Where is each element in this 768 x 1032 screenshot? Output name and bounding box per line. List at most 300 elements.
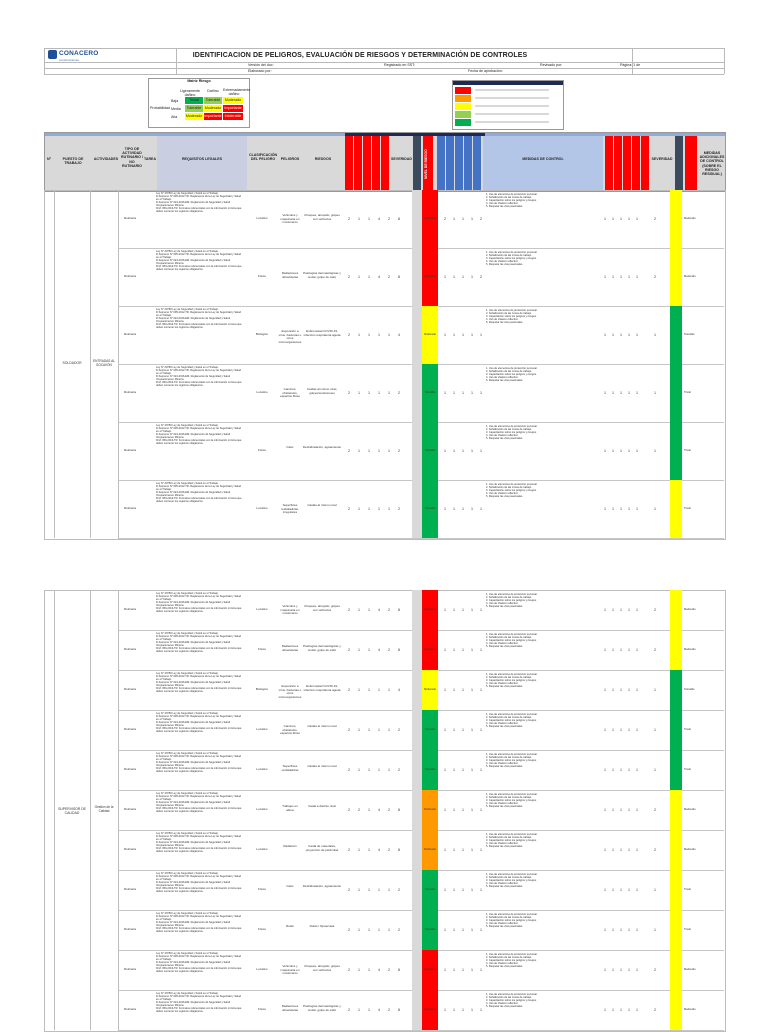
riesgo-cell: Deshidratación, agotamiento [302, 445, 342, 449]
nivel-final-fill [670, 670, 682, 710]
nivel-final-label: Moderado [684, 648, 696, 651]
evaluation-value: 1 [378, 888, 380, 892]
evaluation-value: 2 [348, 449, 350, 453]
evaluation-value: 2 [388, 275, 390, 279]
medidas-control-cell: 1. Uso de elementos de protección personal. 2. Señalización de las zonas de trabajo. 3. Capacitación sobre los peligros y riesgos. 4. Uso de chaleco reflectivo. 5. Respetar las vías peatonales. [486, 713, 538, 728]
tarea-cell: Rutinaria [123, 607, 136, 611]
residual-value: 1 [462, 728, 464, 732]
meta-label-version: Versión del doc: [248, 63, 274, 67]
medidas-control-cell: 1. Uso de elementos de protección personal. 2. Señalización de las zonas de trabajo. 3. Capacitación sobre los peligros y riesgos. 4. Uso de chaleco reflectivo. 5. Respetar las vías peatonales. [486, 993, 538, 1008]
clasificacion-cell: Locativo [256, 847, 268, 851]
clasificacion-cell: Físico [257, 448, 266, 452]
evaluation-value: 8 [398, 968, 400, 972]
requisitos-legales-cell: Ley N° 29783 Ley de Seguridad y Salud en el Trabajo. D.Supremo N° 005-2012-TR. Reglamento de la Ley de Seguridad y Salud en el Trabajo. D.Supremo N° 024-2016-EM. Reglamento de Seguridad y Salud Ocupacional en Minería. R.M. 050-2013-TR. Formatos referenciales con la información mínima que deben contener los registros obligatorios. [156, 912, 242, 933]
residual-band [412, 710, 422, 750]
nivel-final-label: Moderado [684, 275, 696, 278]
evaluation-value: 1 [368, 648, 370, 652]
final-value: 1 [636, 275, 638, 279]
nivel-riesgo-label: Tolerable [424, 391, 436, 394]
residual-band [412, 306, 422, 364]
residual-value: 1 [444, 728, 446, 732]
matrix-cell: Moderado [224, 98, 242, 102]
evaluation-value: 2 [388, 848, 390, 852]
col-clasificacion: CLASIFICACIÓN DEL PELIGRO [249, 153, 278, 162]
residual-value: 1 [480, 968, 482, 972]
final-value: 1 [604, 1008, 606, 1012]
residual-band [412, 750, 422, 790]
requisitos-legales-cell: Ley N° 29783 Ley de Seguridad y Salud en el Trabajo. D.Supremo N° 005-2012-TR. Reglamento de la Ley de Seguridad y Salud en el Trabajo. D.Supremo N° 024-2016-EM. Reglamento de Seguridad y Salud Ocupacional en Minería. R.M. 050-2013-TR. Formatos referenciales con la información mínima que deben contener los registros obligatorios. [156, 832, 242, 853]
residual-value: 1 [444, 507, 446, 511]
clasificacion-cell: Biológico [255, 332, 269, 336]
residual-value: 1 [444, 968, 446, 972]
riesgo-cell: Caídas al mismo nivel [307, 503, 337, 507]
requisitos-legales-cell: Ley N° 29783 Ley de Seguridad y Salud en el Trabajo. D.Supremo N° 005-2012-TR. Reglamento de la Ley de Seguridad y Salud en el Trabajo. D.Supremo N° 024-2016-EM. Reglamento de Seguridad y Salud Ocupacional en Minería. R.M. 050-2013-TR. Formatos referenciales con la información mínima que deben contener los registros obligatorios. [156, 712, 242, 733]
tarea-cell: Rutinaria [123, 727, 136, 731]
residual-value: 1 [480, 449, 482, 453]
severidad-final: 2 [654, 275, 656, 279]
residual-value: 2 [480, 217, 482, 221]
residual-value: 1 [462, 648, 464, 652]
peligro-cell: Superficies resbaladizas [281, 764, 299, 772]
nivel-riesgo-label: Tolerable [424, 768, 436, 771]
nivel-final-fill [670, 480, 682, 538]
evaluation-value: 2 [398, 888, 400, 892]
requisitos-legales-cell: Ley N° 29783 Ley de Seguridad y Salud en el Trabajo. D.Supremo N° 005-2012-TR. Reglamento de la Ley de Seguridad y Salud en el Trabajo. D.Supremo N° 024-2016-EM. Reglamento de Seguridad y Salud Ocupacional en Minería. R.M. 050-2013-TR. Formatos referenciales con la información mínima que deben contener los registros obligatorios. [156, 952, 242, 973]
final-value: 1 [636, 333, 638, 337]
evaluation-value: 1 [358, 688, 360, 692]
evaluation-value: 2 [398, 449, 400, 453]
nivel-final-label: Trivial [684, 728, 691, 731]
evaluation-value: 1 [358, 928, 360, 932]
matrix-row-group: Probabilidad [150, 106, 170, 110]
final-value: 1 [612, 217, 614, 221]
requisitos-legales-cell: Ley N° 29783 Ley de Seguridad y Salud en el Trabajo. D.Supremo N° 005-2012-TR. Reglamento de la Ley de Seguridad y Salud en el Trabajo. D.Supremo N° 024-2016-EM. Reglamento de Seguridad y Salud Ocupacional en Minería. R.M. 050-2013-TR. Formatos referenciales con la información mínima que deben contener los registros obligatorios. [156, 424, 242, 445]
evaluation-value: 1 [358, 608, 360, 612]
evaluation-value: 4 [378, 808, 380, 812]
final-value: 1 [636, 449, 638, 453]
peligro-cell: Vehículos y maquinaria en movimiento [280, 213, 300, 224]
evaluation-value: 1 [368, 333, 370, 337]
peligro-cell: Calor [286, 445, 294, 449]
col-n: Nº [47, 157, 51, 161]
nivel-final-label: Trivial [684, 507, 691, 510]
clasificacion-cell: Físico [257, 887, 266, 891]
col-puesto: PUESTO DE TRABAJO [62, 157, 84, 166]
meta-label-page: Página: 1 de [620, 63, 641, 67]
residual-value: 1 [453, 968, 455, 972]
residual-value: 1 [462, 888, 464, 892]
evaluation-value: 2 [348, 728, 350, 732]
final-value: 1 [604, 333, 606, 337]
riesgo-cell: Enfermedad COVID-19, infección respiratoria aguda [303, 684, 341, 692]
evaluation-value: 1 [388, 449, 390, 453]
nivel-final-fill [670, 630, 682, 670]
residual-value: 1 [444, 808, 446, 812]
final-value: 1 [604, 808, 606, 812]
col-tarea: TAREA [143, 157, 157, 161]
nivel-final-fill [670, 306, 682, 364]
nivel-riesgo-label: Importante [423, 275, 437, 278]
evaluation-value: 4 [378, 848, 380, 852]
evaluation-value: 1 [368, 449, 370, 453]
final-value: 1 [628, 449, 630, 453]
residual-value: 1 [444, 848, 446, 852]
evaluation-value: 1 [358, 275, 360, 279]
evaluation-value: 2 [348, 968, 350, 972]
nivel-final-fill [670, 750, 682, 790]
residual-value: 1 [462, 333, 464, 337]
evaluation-value: 8 [398, 608, 400, 612]
final-value: 1 [612, 688, 614, 692]
final-value: 1 [612, 888, 614, 892]
matrix-cell: Intolerable [224, 114, 242, 118]
evaluation-value: 1 [358, 848, 360, 852]
matrix-col-header: Ligeramente dañino [180, 89, 200, 98]
residual-value: 1 [453, 333, 455, 337]
final-value: 1 [612, 808, 614, 812]
matrix-cell: Tolerable [186, 106, 202, 110]
residual-value: 1 [471, 608, 473, 612]
evaluation-value: 1 [358, 507, 360, 511]
riesgo-cell: Enfermedad COVID-19, infección respiratoria aguda [303, 329, 341, 337]
evaluation-value: 2 [348, 275, 350, 279]
evaluation-value: 2 [388, 1008, 390, 1012]
residual-value: 1 [453, 449, 455, 453]
nivel-riesgo-label: Moderado [424, 688, 436, 691]
meta-label-prepared: Elaborado por: [248, 69, 272, 73]
residual-value: 1 [471, 768, 473, 772]
severidad-final: 1 [654, 391, 656, 395]
medidas-control-cell: 1. Uso de elementos de protección personal. 2. Señalización de las zonas de trabajo. 3. Capacitación sobre los peligros y riesgos. 4. Uso de chaleco reflectivo. 5. Respetar las vías peatonales. [486, 953, 538, 968]
residual-value: 1 [462, 928, 464, 932]
evaluation-value: 2 [348, 648, 350, 652]
riesgo-cell: Patologías dermatológicas y ocular, golpe de calor [303, 271, 341, 279]
riesgo-cell: Caídas al mismo nivel, golpes/contusiones [306, 387, 338, 395]
evaluation-value: 1 [358, 333, 360, 337]
severidad-final: 1 [654, 688, 656, 692]
evaluation-value: 8 [398, 217, 400, 221]
residual-value: 1 [444, 391, 446, 395]
requisitos-legales-cell: Ley N° 29783 Ley de Seguridad y Salud en el Trabajo. D.Supremo N° 005-2012-TR. Reglamento de la Ley de Seguridad y Salud en el Trabajo. D.Supremo N° 024-2016-EM. Reglamento de Seguridad y Salud Ocupacional en Minería. R.M. 050-2013-TR. Formatos referenciales con la información mínima que deben contener los registros obligatorios. [156, 872, 242, 893]
evaluation-value: 8 [398, 275, 400, 279]
final-value: 1 [636, 391, 638, 395]
final-value: 1 [620, 928, 622, 932]
residual-value: 1 [480, 768, 482, 772]
evaluation-value: 1 [358, 449, 360, 453]
residual-value: 1 [480, 928, 482, 932]
residual-value: 1 [453, 928, 455, 932]
final-value: 1 [628, 391, 630, 395]
requisitos-legales-cell: Ley N° 29783 Ley de Seguridad y Salud en el Trabajo. D.Supremo N° 005-2012-TR. Reglamento de la Ley de Seguridad y Salud en el Trabajo. D.Supremo N° 024-2016-EM. Reglamento de Seguridad y Salud Ocupacional en Minería. R.M. 050-2013-TR. Formatos referenciales con la información mínima que deben contener los registros obligatorios. [156, 308, 242, 329]
tarea-cell: Rutinaria [123, 1007, 136, 1011]
riesgo-cell: Choques, atropello, golpes con vehículos [304, 213, 340, 221]
nivel-final-label: Moderado [684, 968, 696, 971]
final-value: 1 [636, 928, 638, 932]
severidad-final: 1 [654, 928, 656, 932]
residual-value: 1 [453, 848, 455, 852]
evaluation-value: 4 [378, 217, 380, 221]
residual-value: 1 [471, 848, 473, 852]
residual-value: 1 [462, 507, 464, 511]
final-value: 1 [612, 275, 614, 279]
residual-band [412, 480, 422, 538]
evaluation-value: 2 [348, 608, 350, 612]
matrix-row-label: Baja [171, 99, 179, 103]
final-value: 1 [628, 928, 630, 932]
requisitos-legales-cell: Ley N° 29783 Ley de Seguridad y Salud en el Trabajo. D.Supremo N° 005-2012-TR. Reglamento de la Ley de Seguridad y Salud en el Trabajo. D.Supremo N° 024-2016-EM. Reglamento de Seguridad y Salud Ocupacional en Minería. R.M. 050-2013-TR. Formatos referenciales con la información mínima que deben contener los registros obligatorios. [156, 672, 242, 693]
requisitos-legales-cell: Ley N° 29783 Ley de Seguridad y Salud en el Trabajo. D.Supremo N° 005-2012-TR. Reglamento de la Ley de Seguridad y Salud en el Trabajo. D.Supremo N° 024-2016-EM. Reglamento de Seguridad y Salud Ocupacional en Minería. R.M. 050-2013-TR. Formatos referenciales con la información mínima que deben contener los registros obligatorios. [156, 366, 242, 387]
evaluation-value: 1 [368, 928, 370, 932]
clasificacion-cell: Físico [257, 1007, 266, 1011]
residual-band [412, 870, 422, 910]
requisitos-legales-cell: Ley N° 29783 Ley de Seguridad y Salud en el Trabajo. D.Supremo N° 005-2012-TR. Reglamento de la Ley de Seguridad y Salud en el Trabajo. D.Supremo N° 024-2016-EM. Reglamento de Seguridad y Salud Ocupacional en Minería. R.M. 050-2013-TR. Formatos referenciales con la información mínima que deben contener los registros obligatorios. [156, 250, 242, 271]
evaluation-value: 4 [378, 648, 380, 652]
nivel-final-label: Moderado [684, 808, 696, 811]
residual-value: 1 [471, 888, 473, 892]
riesgo-cell: Caídas al mismo nivel [307, 724, 337, 728]
severidad-final: 1 [654, 507, 656, 511]
evaluation-value: 1 [368, 768, 370, 772]
clasificacion-cell: Locativo [256, 390, 268, 394]
peligro-cell: Ruido [286, 924, 294, 928]
medidas-control-cell: 1. Uso de elementos de protección personal. 2. Señalización de las zonas de trabajo. 3. Capacitación sobre los peligros y riesgos. 4. Uso de chaleco reflectivo. 5. Respetar las vías peatonales. [486, 593, 538, 608]
company-tagline: construcciones [59, 58, 80, 62]
final-value: 1 [612, 391, 614, 395]
residual-value: 1 [471, 449, 473, 453]
severidad-final: 2 [654, 217, 656, 221]
evaluation-value: 2 [398, 728, 400, 732]
matrix-row-label: Alta [171, 115, 178, 119]
residual-band [412, 790, 422, 830]
residual-value: 1 [444, 768, 446, 772]
final-value: 1 [620, 808, 622, 812]
residual-value: 1 [453, 608, 455, 612]
residual-band [412, 830, 422, 870]
residual-value: 1 [462, 968, 464, 972]
residual-band [412, 990, 422, 1030]
evaluation-value: 2 [348, 888, 350, 892]
matrix-col-header: Extremadamente dañino [223, 88, 251, 97]
final-value: 1 [604, 648, 606, 652]
meta-label-registered: Registrado en SST: [384, 63, 415, 67]
nivel-final-label: Moderado [684, 848, 696, 851]
peligro-cell: Radiaciones ultravioletas [281, 644, 299, 652]
residual-value: 1 [453, 1008, 455, 1012]
requisitos-legales-cell: Ley N° 29783 Ley de Seguridad y Salud en el Trabajo. D.Supremo N° 005-2012-TR. Reglamento de la Ley de Seguridad y Salud en el Trabajo. D.Supremo N° 024-2016-EM. Reglamento de Seguridad y Salud Ocupacional en Minería. R.M. 050-2013-TR. Formatos referenciales con la información mínima que deben contener los registros obligatorios. [156, 632, 242, 653]
evaluation-value: 1 [378, 688, 380, 692]
evaluation-value: 1 [368, 728, 370, 732]
residual-value: 1 [480, 648, 482, 652]
evaluation-value: 1 [388, 507, 390, 511]
residual-value: 1 [453, 808, 455, 812]
evaluation-value: 1 [378, 928, 380, 932]
medidas-control-cell: 1. Uso de elementos de protección personal. 2. Señalización de las zonas de trabajo. 3. Capacitación sobre los peligros y riesgos. 4. Uso de chaleco reflectivo. 5. Respetar las vías peatonales. [486, 193, 538, 208]
evaluation-value: 2 [348, 808, 350, 812]
final-value: 1 [604, 968, 606, 972]
residual-band [412, 950, 422, 990]
table-header [44, 132, 726, 192]
matrix-cell: Moderado [204, 106, 222, 110]
nivel-riesgo-label: Tolerable [424, 888, 436, 891]
evaluation-value: 1 [388, 888, 390, 892]
requisitos-legales-cell: Ley N° 29783 Ley de Seguridad y Salud en el Trabajo. D.Supremo N° 005-2012-TR. Reglamento de la Ley de Seguridad y Salud en el Trabajo. D.Supremo N° 024-2016-EM. Reglamento de Seguridad y Salud Ocupacional en Minería. R.M. 050-2013-TR. Formatos referenciales con la información mínima que deben contener los registros obligatorios. [156, 482, 242, 503]
evaluation-value: 2 [348, 688, 350, 692]
evaluation-value: 2 [398, 507, 400, 511]
final-value: 1 [636, 217, 638, 221]
residual-value: 1 [444, 928, 446, 932]
evaluation-value: 1 [388, 391, 390, 395]
clasificacion-cell: Locativo [256, 216, 268, 220]
clasificacion-cell: Físico [257, 647, 266, 651]
nivel-riesgo-label: Importante [423, 648, 437, 651]
final-value: 1 [604, 848, 606, 852]
residual-band [412, 248, 422, 306]
residual-value: 1 [471, 648, 473, 652]
final-value: 1 [612, 848, 614, 852]
final-value: 1 [628, 608, 630, 612]
final-value: 1 [604, 728, 606, 732]
residual-value: 1 [462, 217, 464, 221]
clasificacion-cell: Físico [257, 274, 266, 278]
residual-value: 1 [453, 217, 455, 221]
residual-value: 1 [462, 275, 464, 279]
final-value: 1 [612, 928, 614, 932]
matrix-cell: Trivial [185, 97, 203, 104]
nivel-final-fill [670, 830, 682, 870]
clasificacion-cell: Locativo [256, 807, 268, 811]
final-value: 1 [636, 768, 638, 772]
nivel-riesgo-label: Moderado [424, 808, 436, 811]
residual-band [412, 670, 422, 710]
clasificacion-cell: Biológico [255, 687, 269, 691]
final-value: 1 [620, 275, 622, 279]
col-nivel: NIVEL DE RIESGO [424, 149, 428, 179]
evaluation-value: 1 [358, 768, 360, 772]
residual-value: 1 [462, 391, 464, 395]
evaluation-value: 2 [388, 968, 390, 972]
evaluation-value: 1 [358, 648, 360, 652]
residual-value: 1 [471, 333, 473, 337]
evaluation-value: 1 [378, 391, 380, 395]
final-value: 1 [612, 728, 614, 732]
requisitos-legales-cell: Ley N° 29783 Ley de Seguridad y Salud en el Trabajo. D.Supremo N° 005-2012-TR. Reglamento de la Ley de Seguridad y Salud en el Trabajo. D.Supremo N° 024-2016-EM. Reglamento de Seguridad y Salud Ocupacional en Minería. R.M. 050-2013-TR. Formatos referenciales con la información mínima que deben contener los registros obligatorios. [156, 592, 242, 613]
final-value: 1 [628, 728, 630, 732]
residual-value: 1 [444, 333, 446, 337]
tarea-cell: Rutinaria [123, 967, 136, 971]
evaluation-value: 2 [388, 808, 390, 812]
severidad-final: 2 [654, 1008, 656, 1012]
residual-value: 1 [453, 391, 455, 395]
row-separator [118, 538, 724, 539]
peligro-cell: Vehículos y maquinaria en movimiento [280, 604, 300, 615]
clasificacion-cell: Locativo [256, 967, 268, 971]
clasificacion-cell: Locativo [256, 506, 268, 510]
evaluation-value: 1 [378, 728, 380, 732]
residual-band [412, 422, 422, 480]
section-frame [44, 190, 726, 540]
evaluation-value: 4 [398, 333, 400, 337]
evaluation-value: 1 [368, 968, 370, 972]
meta-label-approval: Fecha de aprobación: [468, 69, 503, 73]
nivel-final-fill [670, 870, 682, 910]
residual-value: 1 [462, 608, 464, 612]
peligro-cell: Exposición a virus, bacterias u otros microorganismos [278, 684, 302, 699]
nivel-final-fill [670, 950, 682, 990]
riesgo-cell: Patologías dermatológicas y ocular, golpe de calor [303, 1004, 341, 1012]
evaluation-value: 8 [398, 648, 400, 652]
final-value: 1 [604, 507, 606, 511]
final-value: 1 [628, 808, 630, 812]
residual-value: 1 [480, 688, 482, 692]
severidad-final: 2 [654, 648, 656, 652]
meta-label-reviewed: Revisado por: [540, 63, 563, 67]
final-value: 1 [636, 648, 638, 652]
residual-value: 1 [444, 1008, 446, 1012]
col-requisitos: REQUISITOS LEGALES [181, 157, 223, 161]
final-value: 1 [604, 275, 606, 279]
final-value: 1 [620, 333, 622, 337]
final-value: 1 [620, 888, 622, 892]
evaluation-value: 1 [358, 1008, 360, 1012]
matrix-col-header: Dañino [207, 89, 219, 93]
residual-value: 1 [462, 1008, 464, 1012]
final-value: 1 [612, 608, 614, 612]
nivel-final-fill [670, 990, 682, 1030]
evaluation-value: 4 [398, 688, 400, 692]
actividad: Gestión de la Calidad [94, 805, 114, 813]
nivel-final-label: Trivial [684, 391, 691, 394]
final-value: 1 [620, 507, 622, 511]
evaluation-value: 1 [358, 391, 360, 395]
row-separator [118, 1030, 724, 1031]
evaluation-value: 2 [388, 648, 390, 652]
evaluation-value: 2 [398, 928, 400, 932]
nivel-final-label: Moderado [684, 1008, 696, 1011]
residual-value: 1 [444, 648, 446, 652]
evaluation-value: 2 [348, 333, 350, 337]
residual-value: 1 [444, 888, 446, 892]
evaluation-value: 4 [378, 968, 380, 972]
final-value: 1 [604, 928, 606, 932]
tarea-cell: Rutinaria [123, 390, 136, 394]
medidas-control-cell: 1. Uso de elementos de protección personal. 2. Señalización de las zonas de trabajo. 3. Capacitación sobre los peligros y riesgos. 4. Uso de chaleco reflectivo. 5. Respetar las vías peatonales. [486, 367, 538, 382]
residual-value: 1 [471, 808, 473, 812]
final-value: 1 [628, 768, 630, 772]
requisitos-legales-cell: Ley N° 29783 Ley de Seguridad y Salud en el Trabajo. D.Supremo N° 005-2012-TR. Reglamento de la Ley de Seguridad y Salud en el Trabajo. D.Supremo N° 024-2016-EM. Reglamento de Seguridad y Salud Ocupacional en Minería. R.M. 050-2013-TR. Formatos referenciales con la información mínima que deben contener los registros obligatorios. [156, 192, 242, 213]
final-value: 1 [620, 968, 622, 972]
nivel-final-fill [670, 364, 682, 422]
severidad-final: 1 [654, 728, 656, 732]
evaluation-value: 1 [378, 507, 380, 511]
residual-value: 1 [444, 449, 446, 453]
final-value: 1 [620, 688, 622, 692]
requisitos-legales-cell: Ley N° 29783 Ley de Seguridad y Salud en el Trabajo. D.Supremo N° 005-2012-TR. Reglamento de la Ley de Seguridad y Salud en el Trabajo. D.Supremo N° 024-2016-EM. Reglamento de Seguridad y Salud Ocupacional en Minería. R.M. 050-2013-TR. Formatos referenciales con la información mínima que deben contener los registros obligatorios. [156, 792, 242, 813]
tarea-cell: Rutinaria [123, 216, 136, 220]
final-value: 1 [620, 768, 622, 772]
final-value: 1 [628, 217, 630, 221]
residual-value: 1 [471, 507, 473, 511]
final-value: 1 [604, 888, 606, 892]
evaluation-value: 2 [358, 808, 360, 812]
residual-value: 2 [480, 275, 482, 279]
evaluation-value: 2 [398, 391, 400, 395]
residual-value: 1 [462, 768, 464, 772]
matrix-cell: Importante [224, 106, 242, 110]
nivel-riesgo-label: Importante [423, 608, 437, 611]
residual-value: 1 [462, 808, 464, 812]
peligro-cell: Superficies resbaladizas, irregulares [281, 503, 299, 514]
nivel-riesgo-label: Tolerable [424, 507, 436, 510]
